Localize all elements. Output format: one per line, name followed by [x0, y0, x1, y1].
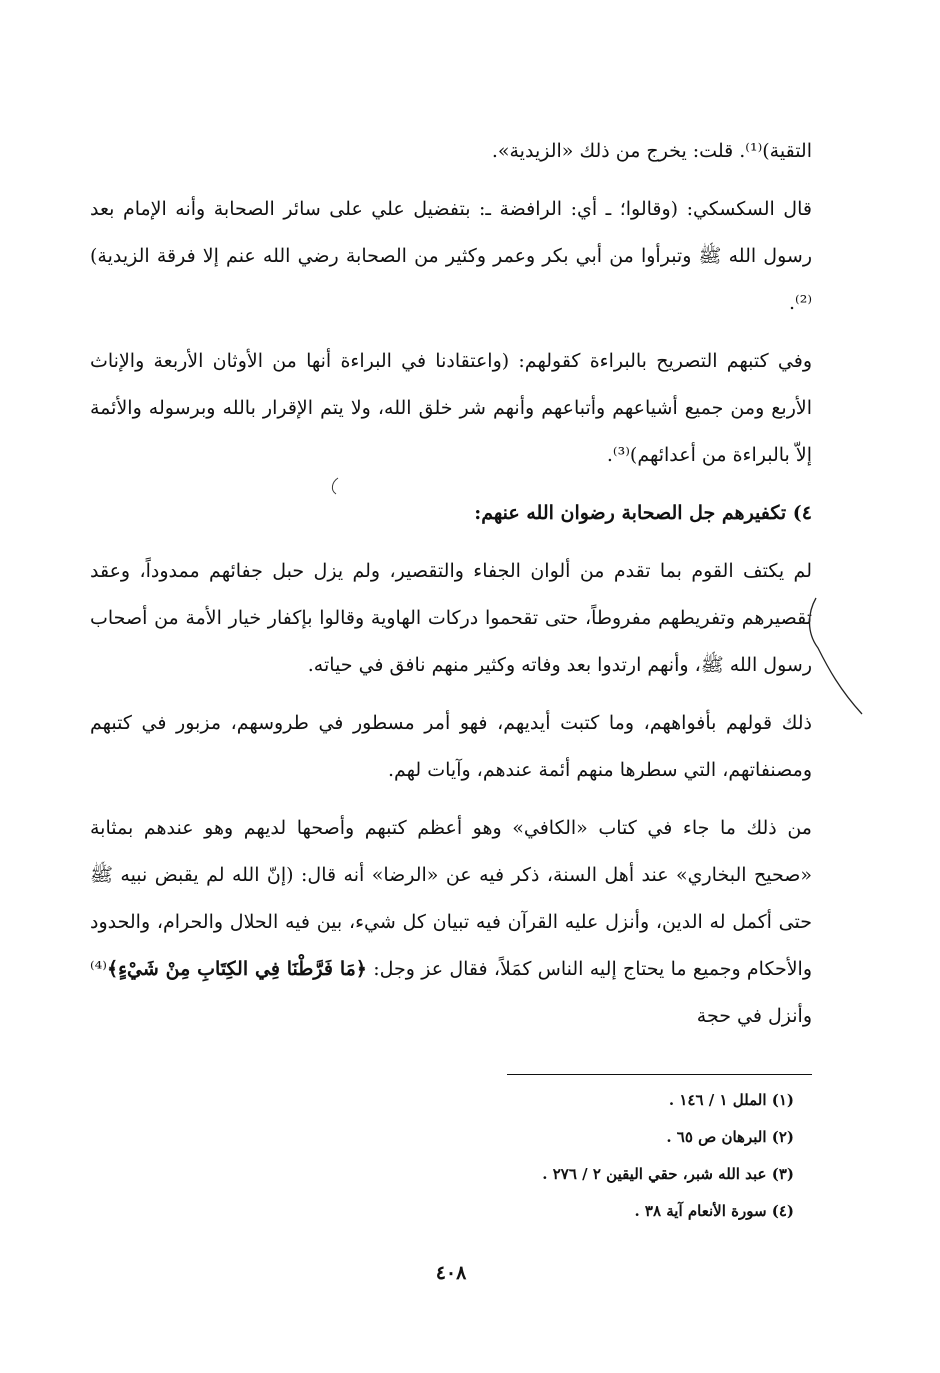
footnote-2: (٢) البرهان ص ٦٥ .: [666, 1128, 794, 1146]
footnote-separator: [507, 1074, 812, 1075]
kafi-quote-text: من ذلك ما جاء في كتاب «الكافي» وهو أعظم كتبهم وأصحها لديهم وهو عندهم بمثابة «صحيح البخاري» عند أهل السنة، ذكر فيه عن «الرضا» أنه قال: (إنّ الله لم يقبض نبيه ﷺ حتى أكمل له الدين، وأنزل عليه القرآن فيه تبيان كل شيء، بين فيه الحلال والحرام، والحدود والأحكام وجميع ما يحتاج إليه الناس كمَلاً، فقال عز وجل:: [90, 817, 812, 980]
paragraph-takfir-description: لم يكتف القوم بما تقدم من ألوان الجفاء والتقصير، ولم يزل حبل جفائهم ممدوداً، وعقد تقصيرهم وتفريطهم مفروطاً، حتى تقحموا دركات الهاوية وقالوا بإكفار خيار الأمة من أصحاب رسول الله ﷺ، وأنهم ارتدوا بعد وفاته وكثير منهم نافق في حياته.: [90, 560, 812, 676]
kafi-quote-continuation: ⁽⁴⁾ وأنزل في حجة: [90, 958, 812, 1027]
footnote-1: (١) الملل ١ / ١٤٦ .: [668, 1091, 794, 1109]
paragraph-bara-declaration: وفي كتبهم التصريح بالبراءة كقولهم: (واعتقادنا في البراءة أنها من الأوثان الأربعة والإناث الأربع ومن جميع أشياعهم وأتباعهم وأنهم شر خلق الله، ولا يتم الإقرار بالله وبرسوله والأئمة إلاّ بالبراءة من أعدائهم)⁽³⁾.: [90, 350, 812, 466]
paragraph-taqiyya-note: التقية)⁽¹⁾. قلت: يخرج من ذلك «الزيدية».: [491, 140, 812, 162]
section-heading-takfir: ٤) تكفيرهم جل الصحابة رضوان الله عنهم:: [474, 502, 812, 524]
footnote-4: (٤) سورة الأنعام آية ٣٨ .: [634, 1202, 794, 1220]
book-page: [90, 0, 812, 1373]
quran-verse: ﴿مَا فَرَّطْنَا فِي الكِتَابِ مِنْ شَيْءٍ﴾: [106, 958, 367, 980]
footnote-3: (٣) عبد الله شبر، حقي اليقين ٢ / ٢٧٦ .: [542, 1165, 794, 1183]
paragraph-kafi-quote: [90, 805, 812, 1040]
paragraph-saksaki-quote: قال السكسكي: (وقالوا؛ ـ أي: الرافضة ـ: بتفضيل علي على سائر الصحابة وأنه الإمام بعد رسول الله ﷺ وتبرأوا من أبي بكر وعمر وكثير من الصحابة رضي الله عنم إلا فرقة الزيدية)⁽²⁾.: [90, 198, 812, 314]
main-text-block: [90, 128, 812, 1051]
footnotes-list: [90, 1082, 794, 1230]
page-number: ٤٠٨: [435, 1262, 467, 1284]
paragraph-their-sayings: ذلك قولهم بأفواههم، وما كتبت أيديهم، فهو أمر مسطور في طروسهم، مزبور في كتبهم ومصنفاتهم، التي سطرها منهم أئمة عندهم، وآيات لهم.: [90, 712, 812, 781]
